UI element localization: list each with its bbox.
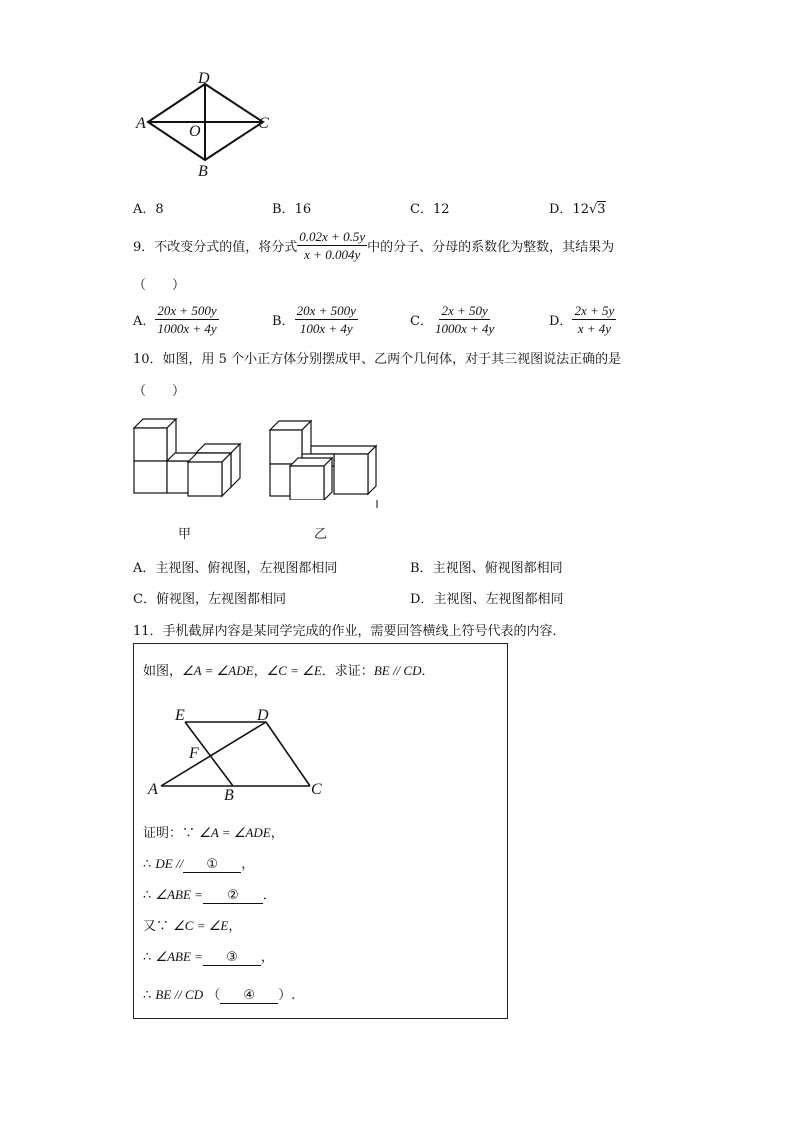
label-e: E: [175, 707, 185, 724]
d-value-coef: 12: [572, 202, 589, 217]
q9-answer-paren: （ ）: [133, 278, 186, 293]
segment-ad: [161, 722, 266, 786]
d-value-rad: 3: [597, 202, 606, 217]
q8-option-b[interactable]: B．16: [272, 202, 312, 217]
label-b2: B: [224, 787, 234, 804]
label-c: C: [258, 115, 269, 132]
q9-fraction: $\frac{0.02x + 0.5y}{x + 0.004y}$: [299, 229, 366, 262]
q9-option-c[interactable]: C． $\frac{2x + 50y}{1000x + 4y}$: [410, 303, 495, 336]
label-a: A: [136, 115, 146, 132]
trapezoid-figure: [143, 700, 343, 806]
q9-option-b[interactable]: B． $\frac{20x + 500y}{100x + 4y}$: [272, 303, 356, 336]
caption-jia: 甲: [178, 527, 192, 542]
label-b: B: [198, 163, 208, 180]
q10-option-d[interactable]: D．主视图、左视图都相同: [410, 592, 564, 607]
label-c2: C: [311, 781, 322, 798]
proof-line-5: ∴ ∠ABE = ③ ，: [143, 949, 274, 965]
small-mark: [376, 500, 378, 508]
label-a2: A: [148, 781, 158, 798]
q9-option-d[interactable]: D． $\frac{2x + 5y}{x + 4y}$: [549, 303, 615, 336]
blank-2[interactable]: ②: [203, 888, 263, 904]
blank-3[interactable]: ③: [203, 950, 261, 966]
cube-figure-yi: [268, 418, 383, 500]
q10-stem: 10．如图，用 5 个小正方体分别摆成甲、乙两个几何体，对于其三视图说法正确的是: [133, 352, 622, 367]
q11-stem: 11．手机截屏内容是某同学完成的作业，需要回答横线上符号代表的内容．: [133, 624, 566, 639]
q10-option-b[interactable]: B．主视图、俯视图都相同: [410, 561, 563, 576]
proof-line-1: 证明：∵ ∠A = ∠ADE，: [143, 825, 284, 841]
label-d2: D: [257, 707, 269, 724]
proof-line-6: ∴ BE // CD （ ④ ）.: [143, 987, 296, 1003]
q11-given: 如图，∠A = ∠ADE，∠C = ∠E．求证：BE // CD．: [143, 663, 435, 679]
q8-option-a[interactable]: A．8: [133, 202, 164, 217]
proof-line-2: ∴ DE // ① ，: [143, 856, 255, 872]
proof-line-3: ∴ ∠ABE = ② ．: [143, 887, 276, 903]
q9-option-a[interactable]: A． $\frac{20x + 500y}{1000x + 4y}$: [133, 303, 217, 336]
cube-figure-jia: [130, 418, 245, 500]
q10-option-a[interactable]: A．主视图、俯视图，左视图都相同: [133, 561, 338, 576]
blank-4[interactable]: ④: [220, 988, 278, 1004]
q8-option-d[interactable]: D．12√3: [549, 202, 606, 217]
q9-stem: 9．不改变分式的值，将分式 $\frac{0.02x + 0.5y}{x + 0.004y}$ 中的分子、分母的系数化为整数，其结果为: [133, 229, 615, 262]
label-f: F: [189, 745, 199, 762]
label-d: D: [198, 70, 210, 87]
q8-option-c[interactable]: C．12: [410, 202, 450, 217]
label-o: O: [189, 123, 201, 140]
q10-answer-paren: （ ）: [133, 384, 186, 399]
segment-dc: [266, 722, 310, 786]
q10-option-c[interactable]: C．俯视图，左视图都相同: [133, 592, 286, 607]
rhombus-figure: [128, 68, 278, 180]
proof-line-4: 又∵ ∠C = ∠E，: [143, 918, 242, 934]
sqrt-sign-icon: √: [588, 202, 598, 217]
blank-1[interactable]: ①: [183, 857, 241, 873]
caption-yi: 乙: [314, 527, 328, 542]
